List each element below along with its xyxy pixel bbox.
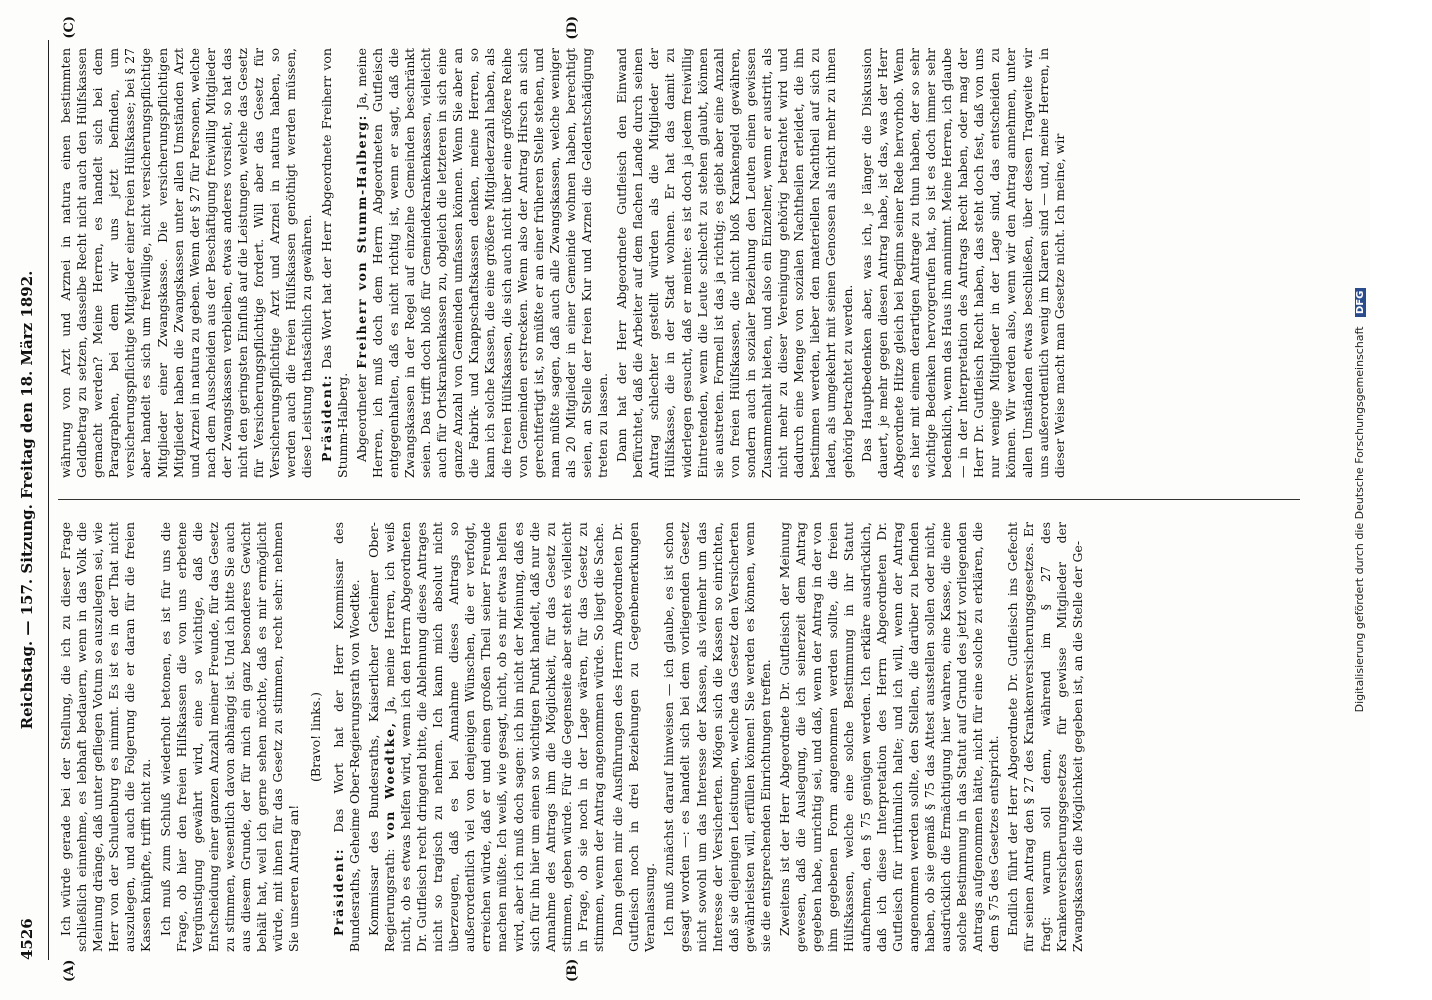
- dfg-logo: DFG: [1355, 288, 1366, 317]
- paragraph: Dann gehen mir die Ausführungen des Herrn Abgeordneten Dr. Gutfleisch noch in drei Beziehungen zu Gegenbemerkungen Veranlassung.: [610, 522, 658, 952]
- speaker-name: Freiherr von Stumm-Halberg:: [353, 114, 369, 369]
- paragraph: Endlich führt der Herr Abgeordnete Dr. Gutfleisch ins Gefecht für seinen Antrag den § 27 des Krankenversicherungsgesetzes. Er fragt: warum soll denn, während im § 27 des Krankenversicherungsgesetzes für gewisse Mitglieder der Zwangskassen die Möglichkeit gegeben ist, an die Stelle der Ge-: [1005, 522, 1085, 952]
- column-divider: [58, 499, 1300, 500]
- page-header: [18, 40, 44, 960]
- paragraph-text: Ja, meine Herren, ich muß doch dem Herrn Abgeordneten Gutfleisch entgegenhalten, daß es nicht richtig ist, wenn er sagt, daß die Zwangskassen in der Regel auf einzelne Gemeinden beschränkt seien. Das trifft doch bloß für Gemeindekrankenkassen, vielleicht auch für Ortskrankenkassen zu, obgleich die letzteren in sich eine ganze Anzahl von Gemeinden umfassen können. Wenn Sie aber an die Fabrik- und Knappschaftskassen denken, meine Herren, so kann ich solche Kassen, die eine größere Mitgliederzahl haben, als die freien Hülfskassen, die sich auch nicht über eine größere Reihe von Gemeinden erstrecken. Wenn also der Antrag Hirsch an sich gerechtfertigt ist, so müßte er an einer früheren Stelle stehen, und man müßte sagen, daß auch alle Zwangskassen, welche weniger als 20 Mitglieder in einer Gemeinde wohnen haben, berechtigt seien, an Stelle der freien Kur und Arznei die Geldentschädigung treten zu lassen.: [353, 48, 611, 478]
- paragraph: währung von Arzt und Arznei in natura einen bestimmten Geldbetrag zu setzen, dasselbe Recht nicht auch den Hülfskassen gemacht werden? Meine Herren, es handelt sich bei dem Paragraphen, bei dem wir uns jetzt befinden, um versicherungspflichtige Mitglieder einer freien Hülfskasse; bei § 27 aber handelt es sich um freiwillige, nicht versicherungspflichtige Mitglieder einer Zwangskasse. Die versicherungspflichtigen Mitglieder haben die Zwangskassen unter allen Umständen Arzt und Arznei in natura zu geben. Wenn der § 27 für Personen, welche nach dem Ausscheiden aus der Beschäftigung freiwillig Mitglieder der Zwangskassen verbleiben, etwas anderes vorsieht, so hat das nicht den geringsten Einfluß auf die Leistungen, welche das Gesetz für Versicherungspflichtige fordert. Will aber das Gesetz für Versicherungspflichtige Arzt und Arznei in natura haben, so werden auch die freien Hülfskassen genöthigt werden müssen, diese Leistung thatsächlich zu gewähren.: [58, 48, 315, 478]
- paragraph-text: Ja, meine Herren, ich weiß nicht, ob es etwas helfen wird, wenn ich den Herrn Abgeordneten Dr. Gutfleisch recht dringend bitte, die Ablehnung dieses Antrages nicht so tragisch zu nehmen. Ich kann mich absolut nicht überzeugen, daß es bei Annahme dieses Antrags so außerordentlich viel von denjenigen Wünschen, die er verfolgt, erreichen würde, daß er und einen großen Theil seiner Freunde machen müßte. Ich weiß, wie gesagt, nicht, ob es mir etwas helfen wird, aber ich muß doch sagen: ich bin nicht der Meinung, daß es sich für ihn hier um einen so wichtigen Punkt handelt, daß nur die Annahme des Antrags ihm die Möglichkeit, für das Gesetz zu stimmen, geben würde. Für die Gegenseite aber steht es vielleicht in Frage, ob sie noch in der Lage wären, für das Gesetz zu stimmen, wenn der Antrag angenommen würde. So liegt die Sache.: [381, 522, 606, 952]
- paragraph: Das Hauptbedenken aber, was ich, je länger die Diskussion dauert, je mehr gegen diesen Antrag habe, ist das, was der Herr Abgeordnete Hitze gleich bei Beginn seiner Rede hervorhob. Wenn es hier mit einem derartigen Antrage zu thun haben, der so sehr wichtige Bedenken hervorgerufen hat, so ist es doch immer sehr bedenklich, wenn das Haus ihn annimmt. Meine Herren, ich glaube — in der Interpretation des Antrags Recht haben, oder mag der Herr Dr. Gutfleisch Recht haben, das steht doch fest, daß von uns nur wenige Mitglieder in der Lage sind, das entscheiden zu können. Wir werden also, wenn wir den Antrag annehmen, unter allen Umständen etwas beschließen, über dessen Tragweite wir uns außerordentlich wenig im Klaren sind — und, meine Herren, in dieser Weise macht man Gesetze nicht. Ich meine, wir: [858, 48, 1067, 478]
- paragraph: Dann hat der Herr Abgeordnete Gutfleisch den Einwand befürchtet, daß die Arbeiter auf dem flachen Lande durch seinen Antrag schlechter gestellt würden als die Mitglieder der Hülfskasse, die in der Stadt wohnen. Er hat das damit zu widerlegen gesucht, daß er meinte: es ist doch ja jedem freiwillig Eintretenden, wenn die Leute schlecht zu stehen glaubt, können sie austreten. Formell ist das ja richtig; es giebt aber eine Anzahl von freien Hülfskassen, die nicht bloß Krankengeld gewähren, sondern auch in sozialer Beziehung den Leuten einen gewissen Zusammenhalt bieten, und also ein Einzelner, wenn er austritt, als nicht mehr zu dieser Vereinigung gehörig betrachtet wird und dadurch eine Menge von sozialen Nachtheilen erleidet, die ihn bestimmen werden, lieber den materiellen Nachtheil auf sich zu laden, als umgekehrt mit seinen Genossen als nicht mehr zu ihnen gehörig betrachtet zu werden.: [614, 48, 855, 478]
- paragraph: [354, 48, 612, 478]
- paragraph: [331, 522, 363, 952]
- paragraph: Zweitens ist der Herr Abgeordnete Dr. Gutfleisch der Meinung gewesen, daß die Auslegung, die ich seinerzeit dem Antrag gegeben habe, unrichtig sei, und daß, wenn der Antrag in der von ihm gegebenen Form angenommen werden sollte, die freien Hülfskassen, welche eine solche Bestimmung in ihr Statut aufnehmen, den § 75 genügen werden. Ich erkläre ausdrücklich, daß ich diese Interpretation des Herrn Abgeordneten Dr. Gutfleisch für irrthümlich halte; und ich will, wenn der Antrag angenommen werden sollte, den Stellen, die darüber zu befinden haben, ob sie gemäß § 75 das Attest ausstellen sollen oder nicht, ausdrücklich die Ermächtigung hier wahren, eine Kasse, die eine solche Bestimmung in das Statut auf Grund des jetzt vorliegenden Antrags aufgenommen hätte, nicht für eine solche zu erklären, die dem § 75 des Gesetzes entspricht.: [777, 522, 1002, 952]
- speaker-intro: Kommissar des Bundesraths, Kaiserlicher Geheimer Ober-Regierungsrath:: [365, 522, 397, 952]
- margin-marker-b: (B): [565, 958, 580, 982]
- paragraph-text: Das Wort hat der Herr Abgeordnete Freiherr von Stumm-Halberg.: [318, 48, 350, 478]
- margin-marker-a: (A): [62, 959, 77, 982]
- paragraph: Ich würde gerade bei der Stellung, die ich zu dieser Frage schließlich einnehme, es lebhaft bedauern, wenn in das Volk die Meinung dränge, daß unter gefliegen Votum so auszulegen sei, wie Herr von der Schulenburg es nimmt. Es ist es in der That nicht auszulegen, und auch die Folgerung die er daran für die freien Kassen knüpfte, trifft nicht zu.: [58, 522, 154, 952]
- left-column: [58, 522, 1089, 952]
- speaker-name: von Woedtke,: [381, 721, 397, 840]
- speaker-name: Präsident:: [318, 373, 334, 462]
- footer-text: Digitalisierung gefördert durch die Deutsche Forschungsgemeinschaft: [1353, 326, 1366, 713]
- right-column: [58, 48, 1071, 478]
- page-number: 4526: [18, 918, 36, 960]
- margin-marker-d: (D): [565, 16, 580, 40]
- paragraph: [319, 48, 351, 478]
- header-rule: [48, 40, 49, 960]
- applause-note: (Bravo! links.): [308, 692, 324, 782]
- speaker-intro: Abgeordneter: [353, 374, 369, 462]
- page-title: Reichstag. — 157. Sitzung. Freitag den 18. März 1892.: [18, 270, 36, 730]
- paragraph: Ich muß zum Schluß wiederholt betonen, es ist für uns die Frage, ob hier den freien Hilfskassen die von uns erbetene Vergünstigung gewährt wird, eine so wichtige, daß die Entscheidung einer ganzen Anzahl meiner Freunde, für das Gesetz zu stimmen, wesentlich davon abhängig ist. Und ich bitte Sie auch aus diesem Grunde, der für mich ein ganz besonderes Gewicht behält hat, weil ich gerne sehen möchte, daß es mir ermöglicht würde, mit ihnen für das Gesetz zu stimmen, recht sehr: nehmen Sie unseren Antrag an!: [157, 522, 302, 952]
- digitization-footer: [1353, 0, 1366, 1000]
- paragraph: Ich muß zunächst darauf hinweisen — ich glaube, es ist schon gesagt worden —: es handelt sich bei dem vorliegenden Gesetz nicht sowohl um das Interesse der Kassen, als vielmehr um das Interesse der Versicherten. Mögen sich die Kassen so einrichten, daß sie diejenigen Leistungen, welche das Gesetz den Versicherten gewährleisten will, erfüllen können! Sie werden es können, wenn sie die entsprechenden Einrichtungen treffen.: [661, 522, 773, 952]
- margin-marker-c: (C): [62, 16, 77, 39]
- paragraph-text: Das Wort hat der Herr Kommissar des Bundesraths, Geheime Ober-Regierungsrath von Woedtke.: [330, 522, 362, 952]
- speaker-name: Präsident:: [330, 847, 346, 936]
- paragraph: [366, 522, 607, 952]
